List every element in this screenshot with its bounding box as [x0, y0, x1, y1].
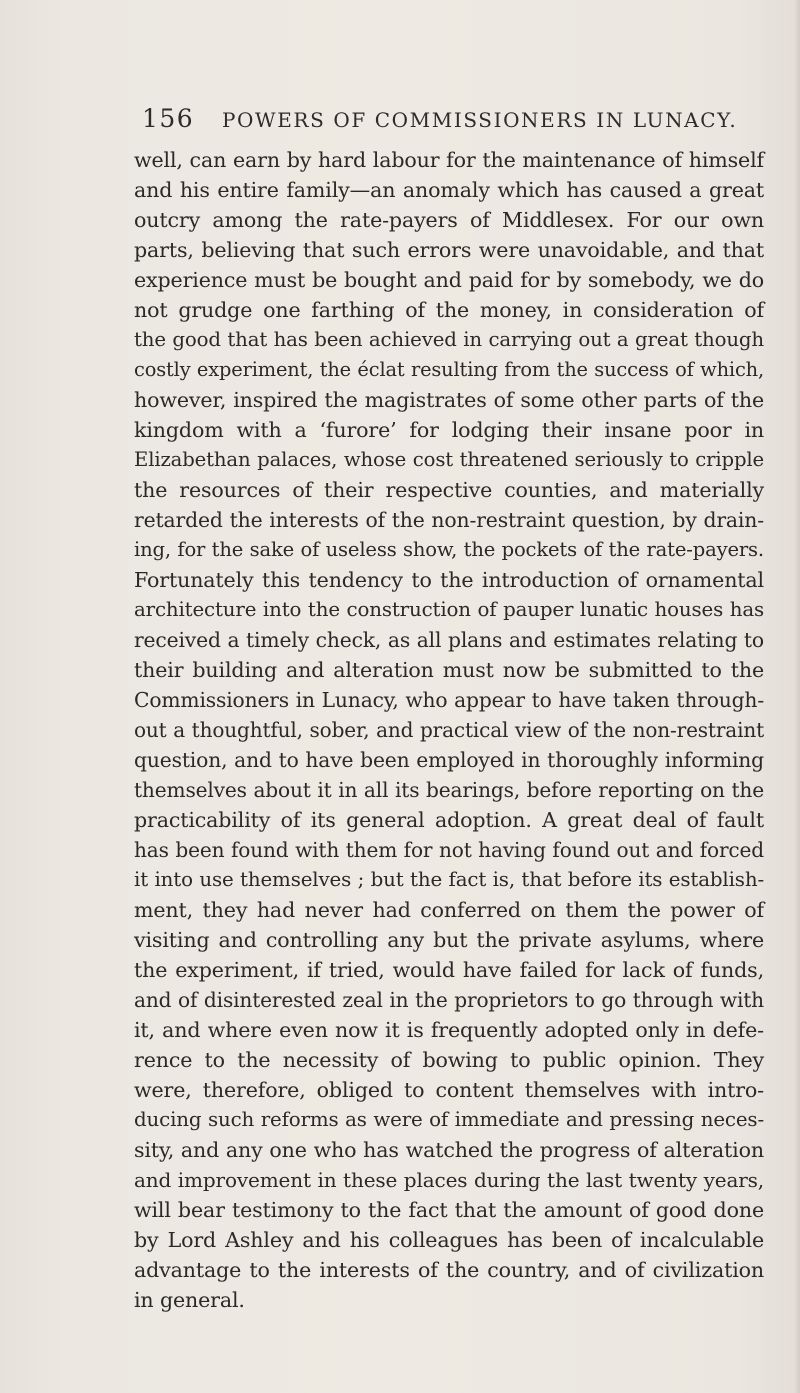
text-line: their building and alteration must now be submitted to the	[134, 658, 764, 682]
text-line: the experiment, if tried, would have failed for lack of funds,	[134, 958, 764, 982]
text-line-last: in general.	[134, 1288, 245, 1312]
text-line: the good that has been achieved in carrying out a great though	[134, 328, 764, 351]
text-line: has been found with them for not having found out and forced	[134, 838, 764, 862]
text-line: kingdom with a ‘furore’ for lodging their insane poor in	[134, 418, 764, 442]
text-line: rence to the necessity of bowing to public opinion. They	[134, 1048, 764, 1072]
body-paragraph	[134, 145, 764, 1315]
text-line: Fortunately this tendency to the introduction of ornamental	[134, 568, 764, 592]
text-line: outcry among the rate-payers of Middlesex. For our own	[134, 208, 764, 232]
page-edge-shadow	[794, 0, 800, 1393]
page-number: 156	[142, 104, 195, 133]
text-line: Elizabethan palaces, whose cost threatened seriously to cripple	[134, 448, 764, 471]
text-line: not grudge one farthing of the money, in consideration of	[134, 298, 764, 322]
text-line: ing, for the sake of useless show, the pockets of the rate-payers.	[134, 538, 764, 561]
text-line: and his entire family—an anomaly which has caused a great	[134, 178, 764, 202]
text-line: out a thoughtful, sober, and practical view of the non-restraint	[134, 718, 764, 742]
running-header	[142, 104, 782, 140]
text-line: will bear testimony to the fact that the amount of good done	[134, 1198, 764, 1222]
text-line: sity, and any one who has watched the progress of alteration	[134, 1138, 764, 1162]
text-line: ducing such reforms as were of immediate and pressing neces-	[134, 1108, 764, 1131]
text-line: by Lord Ashley and his colleagues has been of incalculable	[134, 1228, 764, 1252]
text-line: and improvement in these places during the last twenty years,	[134, 1168, 764, 1192]
text-line: it, and where even now it is frequently adopted only in defe-	[134, 1018, 764, 1042]
text-line: question, and to have been employed in thoroughly informing	[134, 748, 764, 772]
text-line: practicability of its general adoption. A great deal of fault	[134, 808, 764, 832]
text-line: costly experiment, the éclat resulting from the success of which,	[134, 358, 764, 381]
text-line: visiting and controlling any but the private asylums, where	[134, 928, 764, 952]
text-line: advantage to the interests of the country, and of civilization	[134, 1258, 764, 1282]
text-line: and of disinterested zeal in the proprietors to go through with	[134, 988, 764, 1012]
text-line: well, can earn by hard labour for the maintenance of himself	[134, 148, 764, 172]
text-line: however, inspired the magistrates of some other parts of the	[134, 388, 764, 412]
text-line: the resources of their respective counties, and materially	[134, 478, 764, 502]
text-line: parts, believing that such errors were unavoidable, and that	[134, 238, 764, 262]
running-title: POWERS OF COMMISSIONERS IN LUNACY.	[222, 108, 738, 132]
text-line: received a timely check, as all plans and estimates relating to	[134, 628, 764, 652]
text-line: were, therefore, obliged to content themselves with intro-	[134, 1078, 764, 1102]
text-line: retarded the interests of the non-restraint question, by drain-	[134, 508, 764, 532]
text-line: themselves about it in all its bearings, before reporting on the	[134, 778, 764, 802]
text-line: ment, they had never had conferred on them the power of	[134, 898, 764, 922]
text-line: it into use themselves ; but the fact is, that before its establish-	[134, 868, 764, 891]
text-line: architecture into the construction of pauper lunatic houses has	[134, 598, 764, 621]
text-line: Commissioners in Lunacy, who appear to have taken through-	[134, 688, 764, 712]
text-line: experience must be bought and paid for by somebody, we do	[134, 268, 764, 292]
